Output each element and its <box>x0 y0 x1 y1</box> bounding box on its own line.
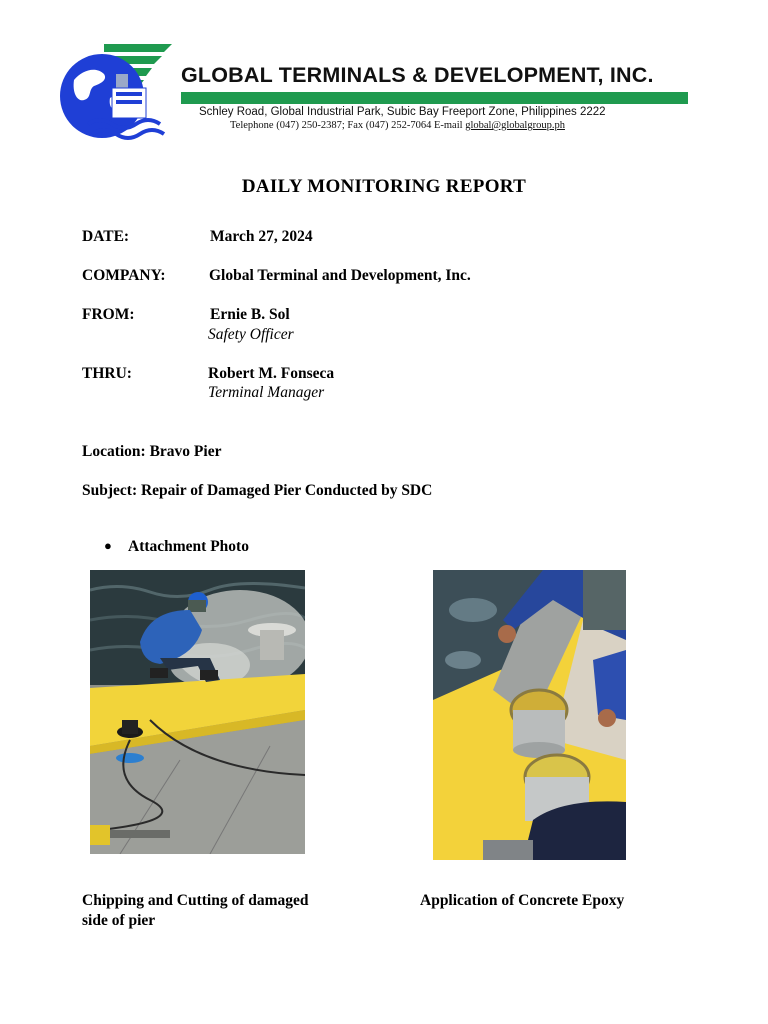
photo-epoxy-application <box>433 570 626 860</box>
from-name: Ernie B. Sol <box>210 306 290 323</box>
header-accent-bar <box>181 92 688 104</box>
caption-photo-2: Application of Concrete Epoxy <box>420 892 625 909</box>
thru-title: Terminal Manager <box>208 384 325 401</box>
from-label: FROM: <box>82 306 135 323</box>
company-contact <box>230 120 565 131</box>
company-label: COMPANY: <box>82 267 166 284</box>
caption-photo-1: Chipping and Cutting of damaged side of pier <box>82 892 309 929</box>
location-line: Location: Bravo Pier <box>82 443 222 460</box>
bullet-dot: ● <box>104 538 112 553</box>
date-value: March 27, 2024 <box>210 228 313 245</box>
from-title: Safety Officer <box>208 326 294 343</box>
company-address: Schley Road, Global Industrial Park, Subic Bay Freeport Zone, Philippines 2222 <box>199 106 606 118</box>
contact-email-link[interactable]: global@globalgroup.ph <box>465 120 565 131</box>
date-label: DATE: <box>82 228 130 245</box>
company-value: Global Terminal and Development, Inc. <box>209 267 471 284</box>
photo-chipping-cutting <box>90 570 305 854</box>
company-logo <box>52 40 180 150</box>
contact-phone-fax: Telephone (047) 250-2387; Fax (047) 252-7064 E-mail <box>230 120 466 131</box>
thru-label: THRU: <box>82 365 132 382</box>
report-title: DAILY MONITORING REPORT <box>241 176 527 197</box>
subject-line: Subject: Repair of Damaged Pier Conducted by SDC <box>82 482 433 499</box>
attachment-heading: Attachment Photo <box>128 538 249 555</box>
company-name: GLOBAL TERMINALS & DEVELOPMENT, INC. <box>181 63 654 87</box>
thru-name: Robert M. Fonseca <box>208 365 335 382</box>
